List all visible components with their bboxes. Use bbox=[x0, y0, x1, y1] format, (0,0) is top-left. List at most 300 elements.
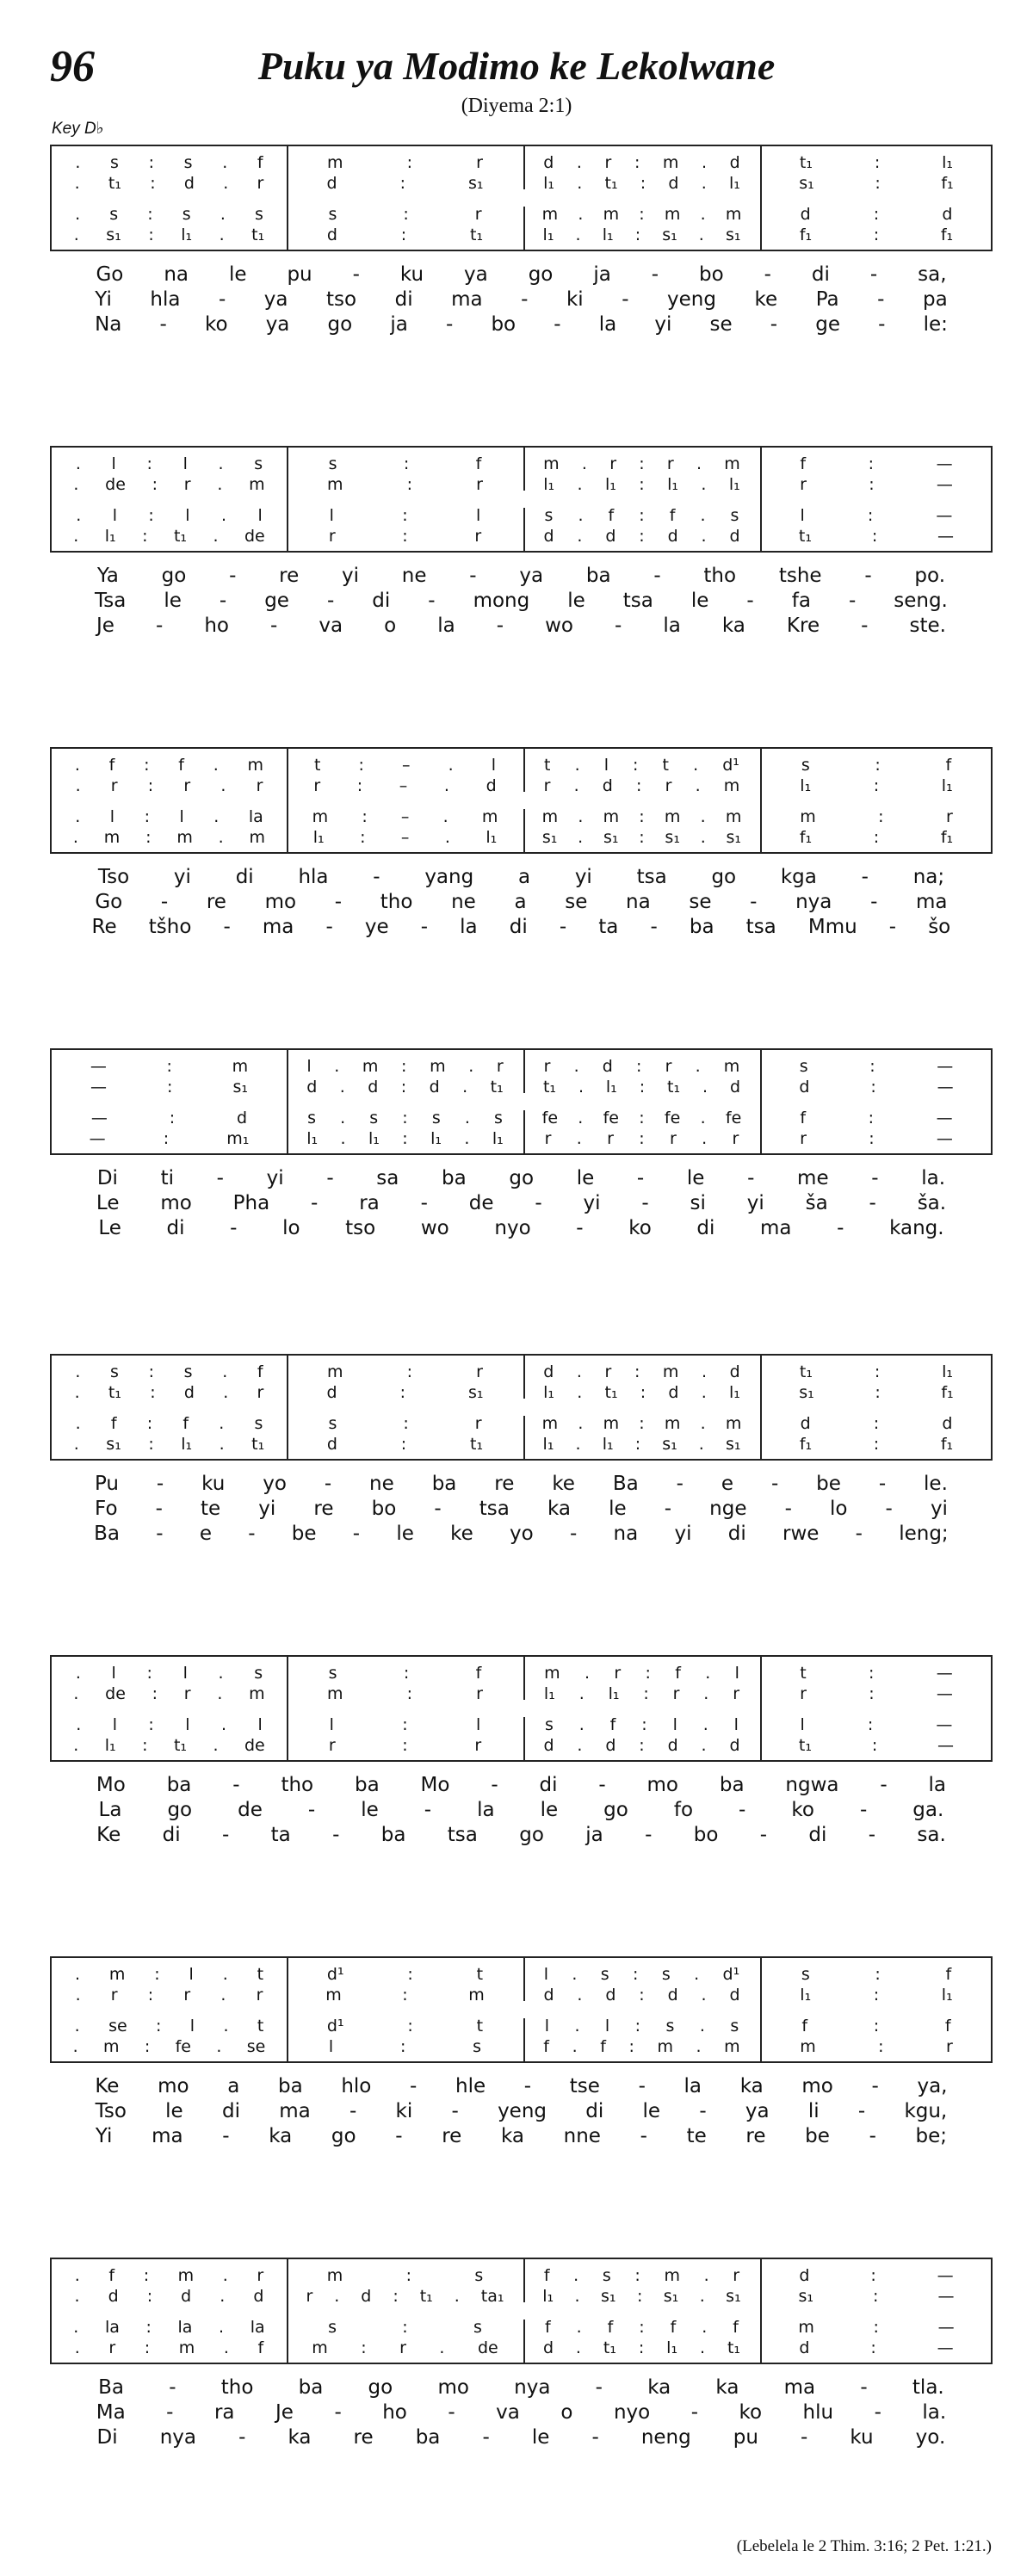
solfa-token: . bbox=[698, 1435, 704, 1454]
note-row bbox=[760, 2316, 993, 2338]
solfa-token: : bbox=[639, 1129, 645, 1148]
note-row bbox=[287, 1433, 523, 1455]
lyric-syllable: - bbox=[349, 2100, 357, 2122]
lyric-syllable: ki bbox=[566, 288, 584, 311]
solfa-token: la bbox=[250, 2318, 265, 2337]
lyric-syllable: - bbox=[166, 2401, 174, 2424]
lyric-syllable: o bbox=[560, 2401, 573, 2424]
measure bbox=[523, 2259, 760, 2313]
solfa-token: : bbox=[634, 1435, 641, 1454]
lyric-syllable: Go bbox=[95, 891, 123, 913]
lyric-syllable: se bbox=[709, 313, 733, 336]
solfa-token: : bbox=[871, 527, 878, 546]
music-system bbox=[50, 747, 993, 941]
note-row bbox=[287, 525, 523, 547]
lyric-syllable: mo bbox=[264, 891, 297, 913]
measure bbox=[523, 1356, 760, 1409]
lyric-syllable: - bbox=[636, 1167, 645, 1189]
lyric-syllable: ne bbox=[369, 1473, 394, 1495]
note-row bbox=[287, 2316, 523, 2338]
solfa-token: t₁ bbox=[542, 1078, 557, 1096]
lyric-syllable: - bbox=[352, 1523, 361, 1545]
solfa-token: : bbox=[873, 1986, 880, 2005]
measure bbox=[52, 1958, 287, 2011]
solfa-token: m bbox=[800, 807, 816, 826]
lyric-syllable: le bbox=[690, 590, 709, 612]
solfa-token: . bbox=[578, 1109, 584, 1127]
solfa-token: . bbox=[442, 807, 448, 826]
solfa-token: s bbox=[801, 756, 810, 775]
solfa-token: . bbox=[700, 1109, 706, 1127]
measure bbox=[523, 2311, 760, 2364]
note-row bbox=[760, 1361, 993, 1383]
solfa-token: : bbox=[399, 2037, 406, 2056]
lyric-syllable: - bbox=[496, 615, 504, 637]
solfa-token: r bbox=[183, 1986, 191, 2005]
solfa-token: . bbox=[218, 1664, 224, 1683]
lyric-syllable: tsa bbox=[447, 1824, 478, 1846]
solfa-token: d bbox=[253, 2287, 264, 2306]
solfa-token: m bbox=[177, 2266, 195, 2285]
lyric-syllable: ja bbox=[593, 263, 611, 286]
lyric-syllable: - bbox=[645, 1824, 653, 1846]
solfa-token: r bbox=[474, 1736, 482, 1755]
solfa-token: : bbox=[142, 1736, 148, 1755]
solfa-token: l₁ bbox=[486, 828, 498, 847]
note-row bbox=[760, 172, 993, 195]
note-row bbox=[52, 453, 287, 475]
lyric-line bbox=[50, 1192, 993, 1217]
note-row bbox=[52, 1714, 287, 1736]
lyric-line bbox=[50, 866, 993, 891]
solfa-token: t₁ bbox=[173, 527, 188, 546]
staff-box bbox=[50, 446, 993, 553]
solfa-token: f bbox=[733, 2318, 739, 2337]
solfa-token: t bbox=[476, 1965, 484, 1984]
solfa-token: s₁ bbox=[726, 828, 742, 847]
solfa-token: s bbox=[109, 205, 119, 224]
note-row bbox=[760, 2337, 993, 2359]
lyric-syllable: tse bbox=[569, 2075, 600, 2097]
solfa-token: m bbox=[312, 2338, 328, 2357]
lyric-syllable: ba bbox=[689, 916, 714, 938]
solfa-token: : bbox=[634, 1362, 640, 1381]
measure bbox=[523, 198, 760, 251]
solfa-token: d bbox=[368, 1078, 379, 1096]
lyric-syllable: la. bbox=[921, 1167, 946, 1189]
solfa-token: . bbox=[573, 1057, 579, 1076]
solfa-token: f₁ bbox=[941, 1383, 954, 1402]
lyric-syllable: lo bbox=[282, 1217, 300, 1239]
lyric-syllable: ka bbox=[739, 2075, 764, 2097]
solfa-token: . bbox=[334, 1057, 340, 1076]
solfa-token: — bbox=[936, 1684, 953, 1703]
lyric-syllable: tsa bbox=[636, 866, 667, 888]
note-row bbox=[52, 525, 287, 547]
lower-staff bbox=[52, 1708, 991, 1762]
lyric-syllable: yeng bbox=[498, 2100, 547, 2122]
lyric-syllable: - bbox=[229, 565, 237, 587]
solfa-token: s₁ bbox=[467, 1383, 484, 1402]
solfa-token: d bbox=[326, 1435, 337, 1454]
lyric-syllable: go bbox=[167, 1799, 193, 1821]
solfa-token: m bbox=[662, 1362, 679, 1381]
solfa-token: — bbox=[936, 475, 953, 494]
lyric-syllable: - bbox=[595, 2376, 603, 2399]
solfa-token: : bbox=[875, 1965, 881, 1984]
lyric-syllable: Fo bbox=[95, 1498, 118, 1520]
solfa-token: r bbox=[945, 2037, 953, 2056]
note-row bbox=[760, 203, 993, 225]
note-row bbox=[287, 826, 523, 849]
solfa-token: . bbox=[222, 153, 228, 172]
lyrics-block bbox=[50, 2376, 993, 2451]
lyric-syllable: ja bbox=[585, 1824, 603, 1846]
lyric-syllable: go bbox=[711, 866, 737, 888]
note-row bbox=[523, 1127, 760, 1150]
solfa-token: r bbox=[108, 2338, 116, 2357]
lyrics-block bbox=[50, 866, 993, 941]
solfa-token: l₁ bbox=[604, 475, 616, 494]
lyric-syllable: na bbox=[613, 1523, 639, 1545]
lyric-syllable: ka bbox=[288, 2426, 312, 2449]
lyric-syllable: lo bbox=[829, 1498, 848, 1520]
lyric-syllable: ko bbox=[628, 1217, 652, 1239]
solfa-token: s₁ bbox=[106, 225, 121, 244]
lyrics-block bbox=[50, 2075, 993, 2150]
solfa-token: l bbox=[329, 1715, 334, 1734]
solfa-token: : bbox=[869, 475, 875, 494]
lyric-syllable: be bbox=[291, 1523, 317, 1545]
measure bbox=[287, 1657, 523, 1710]
lyric-syllable: - bbox=[216, 1167, 224, 1189]
solfa-token: : bbox=[167, 1078, 173, 1096]
solfa-token: : bbox=[144, 807, 150, 826]
solfa-token: s bbox=[431, 1109, 441, 1127]
lyric-syllable: ša bbox=[805, 1192, 828, 1214]
lyric-syllable: ba bbox=[585, 565, 611, 587]
solfa-token: r bbox=[496, 1057, 504, 1076]
solfa-token: l bbox=[800, 1715, 805, 1734]
lyric-syllable: Mo bbox=[96, 1774, 126, 1796]
lyric-syllable: - bbox=[861, 866, 869, 888]
solfa-token: m bbox=[541, 807, 559, 826]
lyric-syllable: nya bbox=[795, 891, 832, 913]
solfa-token: f₁ bbox=[799, 828, 813, 847]
solfa-token: la bbox=[104, 2318, 120, 2337]
lyric-syllable: - bbox=[837, 1217, 844, 1239]
solfa-token: . bbox=[443, 776, 449, 795]
solfa-token: r bbox=[256, 1986, 263, 2005]
solfa-token: r bbox=[543, 1057, 551, 1076]
note-row bbox=[523, 1683, 760, 1705]
solfa-token: d bbox=[429, 1078, 440, 1096]
lower-staff bbox=[52, 198, 991, 251]
note-row bbox=[52, 1984, 287, 2006]
solfa-token: r bbox=[544, 1129, 552, 1148]
solfa-token: . bbox=[577, 1383, 583, 1402]
note-row bbox=[523, 1107, 760, 1129]
lyric-syllable: nyo bbox=[494, 1217, 531, 1239]
solfa-token: . bbox=[448, 756, 454, 775]
solfa-token: m bbox=[723, 1057, 740, 1076]
solfa-token: m bbox=[327, 1362, 343, 1381]
solfa-token: : bbox=[873, 776, 880, 795]
measure bbox=[287, 1356, 523, 1409]
solfa-token: r bbox=[328, 1736, 336, 1755]
solfa-token: : bbox=[402, 2318, 408, 2337]
solfa-token: – bbox=[399, 776, 408, 795]
note-row bbox=[287, 203, 523, 225]
note-row bbox=[760, 2285, 993, 2307]
solfa-token: . bbox=[220, 1986, 226, 2005]
solfa-token: m bbox=[249, 828, 266, 847]
solfa-token: r bbox=[328, 527, 336, 546]
solfa-token: l₁ bbox=[543, 174, 555, 193]
lyric-syllable: Pha bbox=[232, 1192, 270, 1214]
note-row bbox=[287, 2264, 523, 2287]
solfa-token: — bbox=[936, 1129, 953, 1148]
lyric-syllable: - bbox=[801, 2426, 808, 2449]
solfa-token: d bbox=[799, 2266, 810, 2285]
lyric-syllable: ra bbox=[359, 1192, 380, 1214]
solfa-token: r bbox=[474, 205, 482, 224]
solfa-token: t bbox=[314, 756, 321, 775]
solfa-token: — bbox=[937, 2318, 955, 2337]
solfa-token: s bbox=[328, 1664, 337, 1683]
solfa-token: l bbox=[329, 506, 334, 525]
solfa-token: s bbox=[255, 205, 263, 224]
solfa-token: l₁ bbox=[667, 475, 678, 494]
lyric-syllable: ke bbox=[552, 1473, 575, 1495]
lyric-syllable: mong bbox=[473, 590, 530, 612]
note-row bbox=[287, 473, 523, 496]
solfa-token: : bbox=[873, 828, 880, 847]
lyrics-block bbox=[50, 1774, 993, 1849]
lyric-syllable: Mo bbox=[420, 1774, 450, 1796]
measure bbox=[52, 448, 287, 501]
note-row bbox=[523, 754, 760, 776]
solfa-token: . bbox=[220, 2287, 226, 2306]
solfa-token: m bbox=[657, 2037, 673, 2056]
lyric-syllable: ta bbox=[270, 1824, 291, 1846]
lyric-syllable: a bbox=[517, 866, 531, 888]
lyric-syllable: yi bbox=[258, 1498, 276, 1520]
lyric-syllable: le. bbox=[924, 1473, 948, 1495]
lyric-syllable: ga. bbox=[912, 1799, 944, 1821]
solfa-token: . bbox=[219, 1435, 225, 1454]
solfa-token: : bbox=[870, 2266, 876, 2285]
note-row bbox=[52, 1963, 287, 1986]
lyric-syllable: seng. bbox=[894, 590, 948, 612]
lyric-syllable: Yi bbox=[95, 2125, 113, 2147]
lyric-syllable: - bbox=[155, 615, 164, 637]
solfa-token: : bbox=[869, 1664, 875, 1683]
measure bbox=[523, 1657, 760, 1710]
solfa-token: l bbox=[734, 1664, 739, 1683]
solfa-token: t bbox=[800, 1664, 807, 1683]
solfa-token: : bbox=[639, 506, 645, 525]
solfa-token: : bbox=[362, 807, 368, 826]
lyric-syllable: - bbox=[750, 891, 758, 913]
solfa-token: d bbox=[729, 1736, 740, 1755]
lyric-syllable: tho bbox=[703, 565, 737, 587]
note-row bbox=[52, 2337, 287, 2359]
solfa-token: : bbox=[152, 1684, 158, 1703]
lyric-line bbox=[50, 1473, 993, 1498]
solfa-token: : bbox=[871, 1736, 878, 1755]
solfa-token: . bbox=[577, 475, 583, 494]
solfa-token: . bbox=[696, 454, 702, 473]
lyric-syllable: ka bbox=[500, 2125, 524, 2147]
measure bbox=[760, 1708, 993, 1762]
solfa-token: l₁ bbox=[492, 1129, 504, 1148]
solfa-token: . bbox=[698, 225, 704, 244]
note-row bbox=[523, 1433, 760, 1455]
lyric-syllable: di bbox=[162, 1824, 181, 1846]
solfa-token: s₁ bbox=[541, 828, 558, 847]
lyric-syllable: di bbox=[221, 2100, 240, 2122]
solfa-token: : bbox=[361, 2338, 367, 2357]
solfa-token: : bbox=[874, 1362, 881, 1381]
solfa-token: l bbox=[182, 454, 188, 473]
lyric-syllable: - bbox=[569, 1523, 578, 1545]
lyric-syllable: me bbox=[797, 1167, 829, 1189]
solfa-token: . bbox=[340, 1109, 346, 1127]
measure bbox=[760, 448, 993, 501]
solfa-token: m bbox=[724, 2037, 740, 2056]
solfa-token: l₁ bbox=[543, 1684, 555, 1703]
solfa-token: . bbox=[220, 205, 226, 224]
solfa-token: t₁ bbox=[727, 2338, 741, 2357]
solfa-token: d¹ bbox=[722, 756, 739, 775]
note-row bbox=[287, 1683, 523, 1705]
solfa-token: . bbox=[74, 756, 80, 775]
solfa-token: l₁ bbox=[608, 1684, 620, 1703]
lyric-syllable: ye bbox=[364, 916, 389, 938]
note-row bbox=[760, 1963, 993, 1986]
solfa-token: d¹ bbox=[326, 1965, 344, 1984]
note-row bbox=[52, 754, 287, 776]
measure bbox=[52, 2010, 287, 2063]
note-row bbox=[523, 826, 760, 849]
lyric-line bbox=[50, 1523, 993, 1547]
solfa-token: t₁ bbox=[603, 2338, 616, 2357]
measure bbox=[52, 1407, 287, 1461]
solfa-token: l bbox=[257, 506, 263, 525]
solfa-token: s bbox=[182, 205, 191, 224]
solfa-token: d bbox=[942, 1414, 953, 1433]
lyric-syllable: e bbox=[721, 1473, 734, 1495]
lyric-syllable: - bbox=[784, 1498, 792, 1520]
lyric-syllable: Tso bbox=[97, 866, 130, 888]
lyric-syllable: - bbox=[869, 1192, 876, 1214]
solfa-token: : bbox=[402, 1715, 408, 1734]
solfa-token: f bbox=[945, 756, 952, 775]
lyric-syllable: nyo bbox=[613, 2401, 651, 2424]
solfa-token: . bbox=[75, 1664, 81, 1683]
solfa-token: . bbox=[220, 506, 227, 525]
solfa-token: m bbox=[664, 2266, 680, 2285]
note-row bbox=[523, 1734, 760, 1757]
note-row bbox=[52, 224, 287, 246]
solfa-token: . bbox=[573, 2266, 579, 2285]
measure bbox=[760, 1958, 993, 2011]
solfa-token: m bbox=[603, 1414, 620, 1433]
solfa-token: . bbox=[578, 828, 584, 847]
lyric-syllable: Yi bbox=[95, 288, 112, 311]
solfa-token: . bbox=[705, 1664, 711, 1683]
lyric-syllable: - bbox=[664, 1498, 672, 1520]
solfa-token: r bbox=[257, 1383, 264, 1402]
note-row bbox=[760, 473, 993, 496]
staff-box bbox=[50, 1956, 993, 2063]
lyric-syllable: Di bbox=[96, 2426, 118, 2449]
note-row bbox=[760, 525, 993, 547]
lyric-line bbox=[50, 1799, 993, 1824]
solfa-token: m bbox=[603, 205, 620, 224]
solfa-token: m bbox=[327, 1684, 343, 1703]
note-row bbox=[52, 775, 287, 797]
note-row bbox=[287, 775, 523, 797]
solfa-token: l₁ bbox=[368, 1129, 380, 1148]
solfa-token: : bbox=[400, 1078, 407, 1096]
lyric-syllable: ra bbox=[213, 2401, 235, 2424]
solfa-token: l₁ bbox=[942, 153, 954, 172]
solfa-token: : bbox=[873, 225, 880, 244]
solfa-token: r bbox=[183, 776, 191, 795]
solfa-token: : bbox=[148, 153, 154, 172]
solfa-token: . bbox=[223, 1383, 229, 1402]
note-row bbox=[523, 1412, 760, 1435]
note-row bbox=[287, 1734, 523, 1757]
solfa-token: . bbox=[73, 2318, 79, 2337]
lyric-syllable: - bbox=[641, 1192, 649, 1214]
solfa-token: r bbox=[474, 527, 482, 546]
solfa-token: d bbox=[486, 776, 497, 795]
lyric-syllable: re bbox=[279, 565, 300, 587]
solfa-token: s bbox=[328, 2318, 337, 2337]
solfa-token: l₁ bbox=[605, 1078, 617, 1096]
solfa-token: : bbox=[144, 2338, 151, 2357]
lyric-syllable: po. bbox=[914, 565, 945, 587]
solfa-token: . bbox=[217, 475, 223, 494]
note-row bbox=[523, 2316, 760, 2338]
lyric-syllable: nya bbox=[159, 2426, 196, 2449]
lyric-line bbox=[50, 263, 993, 288]
solfa-token: : bbox=[163, 1129, 170, 1148]
solfa-token: : bbox=[636, 776, 642, 795]
lyric-syllable: tla. bbox=[912, 2376, 944, 2399]
measure bbox=[52, 1657, 287, 1710]
solfa-token: : bbox=[144, 756, 150, 775]
solfa-token: r bbox=[733, 2266, 740, 2285]
note-row bbox=[287, 1412, 523, 1435]
lyric-syllable: yi bbox=[583, 1192, 601, 1214]
solfa-token: . bbox=[695, 776, 701, 795]
measure bbox=[52, 1356, 287, 1409]
lyric-syllable: va bbox=[319, 615, 343, 637]
measure bbox=[52, 1050, 287, 1103]
staff-box bbox=[50, 1354, 993, 1461]
solfa-token: m bbox=[327, 153, 343, 172]
upper-staff bbox=[52, 1657, 991, 1710]
note-row bbox=[52, 1381, 287, 1404]
solfa-token: — bbox=[937, 2338, 954, 2357]
solfa-token: : bbox=[403, 454, 410, 473]
solfa-token: — bbox=[936, 1715, 953, 1734]
solfa-token: . bbox=[575, 2338, 581, 2357]
